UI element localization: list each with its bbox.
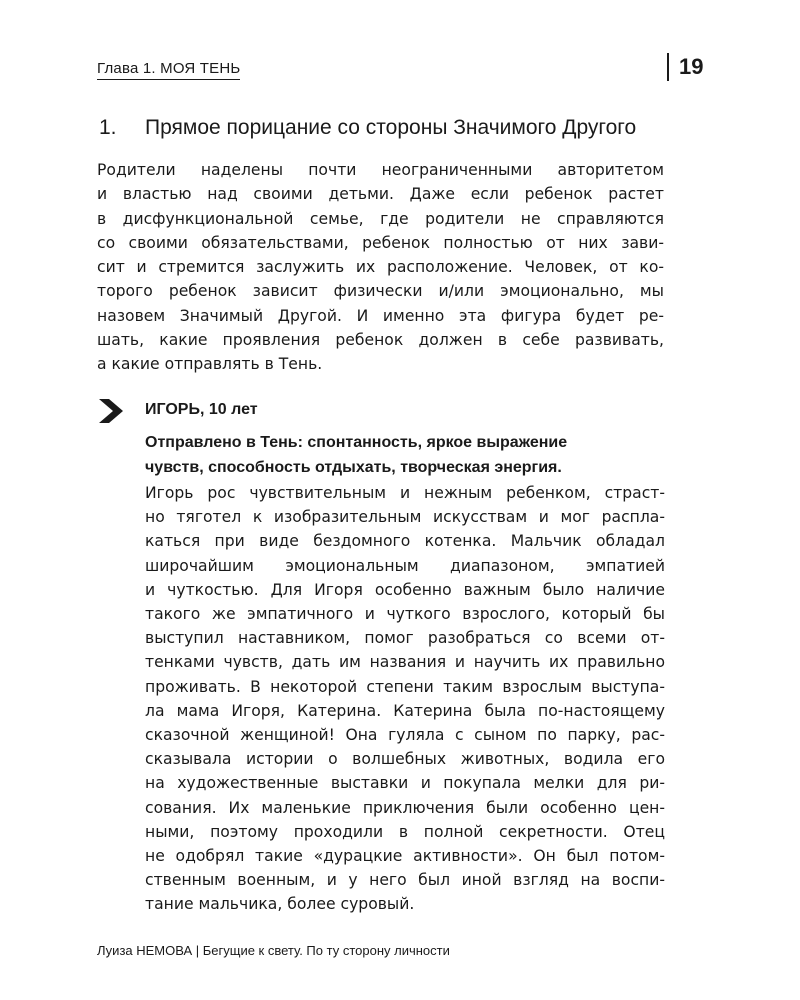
- case-line: тенками чувств, дать им названия и научить их правильно: [145, 653, 665, 672]
- case-line: Игорь рос чувствительным и нежным ребенком, страст-: [145, 484, 665, 502]
- case-line: на художественные выставки и покупала мелки для ри-: [145, 774, 665, 793]
- case-subtitle: [145, 430, 665, 480]
- chevron-right-icon: [97, 398, 127, 424]
- case-line: но тяготел к изобразительным искусствам и мог распла-: [145, 508, 665, 527]
- intro-paragraph: [97, 158, 664, 377]
- paragraph-line: со своими обязательствами, ребенок полностью от них зави-: [97, 233, 664, 252]
- case-line: ными, поэтому проходили в полной секретности. Отец: [145, 822, 665, 841]
- case-body: [145, 481, 665, 917]
- case-line: выступил наставником, помог разобраться со всеми от-: [145, 629, 665, 648]
- case-line: сказывала истории о волшебных животных, водила его: [145, 750, 665, 769]
- paragraph-line: сит и стремится заслужить их расположение. Человек, от ко-: [97, 258, 664, 277]
- subtitle-line: чувств, способность отдыхать, творческая энергия.: [145, 459, 562, 476]
- paragraph-line: и властью над своими детьми. Даже если ребенок растет: [97, 185, 664, 204]
- section-number: 1.: [99, 116, 117, 139]
- case-title: [145, 401, 258, 419]
- paragraph-line: торого ребенок зависит физически и/или эмоционально, мы: [97, 282, 664, 301]
- page-number-rule: [667, 53, 669, 81]
- page-footer: Луиза НЕМОВА | Бегущие к свету. По ту сторону личности: [97, 943, 450, 958]
- page-number: 19: [679, 54, 704, 79]
- subtitle-line: Отправлено в Тень: спонтанность, яркое выражение: [145, 434, 568, 451]
- case-line: такого же эмпатичного и чуткого взрослого, который бы: [145, 605, 665, 624]
- paragraph-line: шать, какие проявления ребенок должен в себе развивать,: [97, 331, 664, 350]
- case-line: каться при виде бездомного котенка. Мальчик обладал: [145, 532, 665, 551]
- case-line: проживать. В некоторой степени таким взрослым выступа-: [145, 677, 665, 696]
- case-line: не одобрял такие «дурацкие активности». Он был потом-: [145, 847, 665, 866]
- case-line: широчайшим эмоциональным диапазоном, эмпатией: [145, 556, 665, 575]
- case-line: и чуткостью. Для Игоря особенно важным было наличие: [145, 580, 665, 599]
- case-line: ла мама Игоря, Катерина. Катерина была по-настоящему: [145, 701, 665, 720]
- case-name: ИГОРЬ: [145, 401, 200, 418]
- case-line: ственным военным, и у него был иной взгляд на воспи-: [145, 871, 665, 890]
- page-number-block: [667, 52, 703, 82]
- paragraph-line: в дисфункциональной семье, где родители не справляются: [97, 209, 664, 228]
- case-line: сования. Их маленькие приключения были особенно цен-: [145, 798, 665, 817]
- paragraph-line: а какие отправлять в Тень.: [97, 355, 323, 374]
- paragraph-line: Родители наделены почти неограниченными авторитетом: [97, 161, 664, 179]
- running-head: Глава 1. МОЯ ТЕНЬ: [97, 60, 240, 80]
- section-title: Прямое порицание со стороны Значимого Другого: [145, 116, 637, 139]
- paragraph-line: назовем Значимый Другой. И именно эта фигура будет ре-: [97, 306, 664, 325]
- section-heading: [99, 116, 636, 140]
- case-line: сказочной женщиной! Она гуляла с сыном по парку, рас-: [145, 726, 665, 745]
- case-line: тание мальчика, более суровый.: [145, 895, 415, 914]
- case-age: , 10 лет: [199, 401, 258, 418]
